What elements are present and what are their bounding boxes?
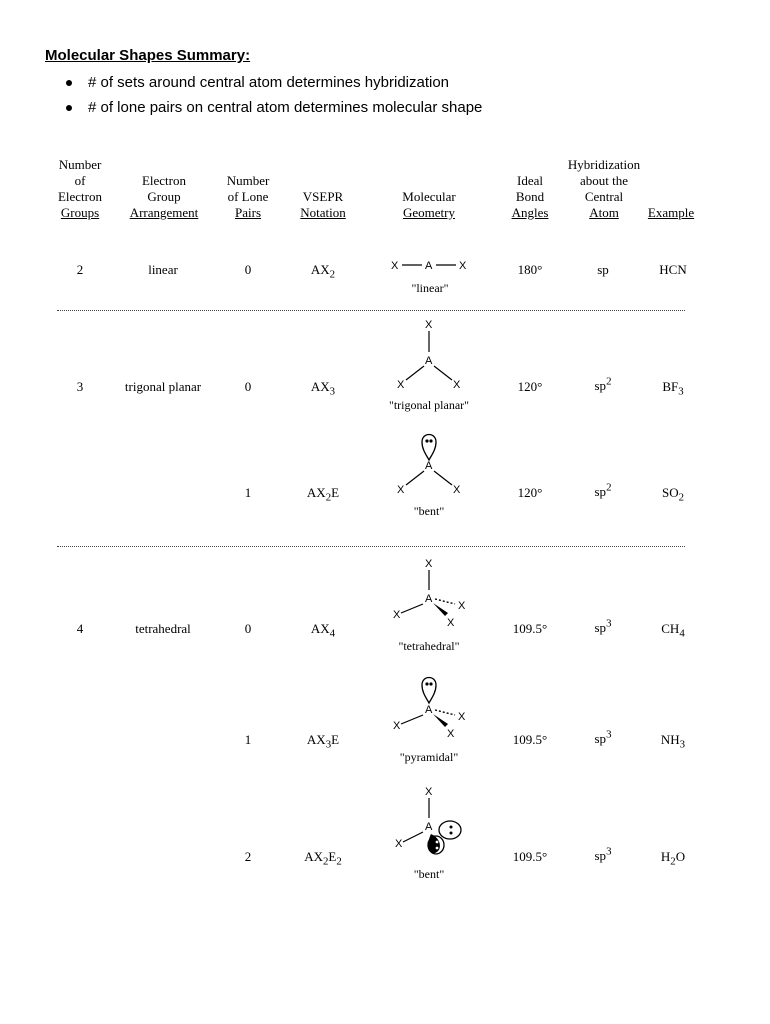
cell-arrangement: tetrahedral bbox=[135, 621, 191, 636]
bent-tetrahedral-geometry-diagram bbox=[375, 784, 485, 884]
ligand-atom-label: X bbox=[458, 711, 466, 723]
cell-lone-pairs: 1 bbox=[244, 485, 252, 500]
cell-vsepr bbox=[288, 485, 358, 504]
bullet-icon bbox=[66, 80, 72, 86]
bullet-list bbox=[66, 72, 482, 122]
central-atom-label: A bbox=[425, 460, 433, 472]
example-formula: $CH_4$ bbox=[661, 621, 685, 640]
vsepr-formula: $AX_3$ bbox=[310, 379, 336, 398]
geometry-caption: "trigonal planar" bbox=[388, 398, 470, 412]
cell-hybridization bbox=[578, 846, 628, 864]
cell-lone-pairs: 0 bbox=[244, 262, 252, 277]
geometry-caption: "linear" bbox=[411, 281, 449, 295]
cell-groups: 2 bbox=[76, 262, 84, 277]
vsepr-formula: $AX_4$ bbox=[310, 621, 336, 640]
bond-line bbox=[406, 471, 424, 485]
dashed-bond bbox=[435, 710, 455, 715]
cell-example bbox=[644, 621, 702, 640]
cell-vsepr bbox=[288, 732, 358, 751]
vsepr-formula: $AX_3E$ bbox=[306, 732, 340, 751]
ligand-atom-label: X bbox=[391, 260, 399, 272]
geometry-caption: "bent" bbox=[413, 504, 445, 518]
central-atom-label: A bbox=[425, 260, 433, 272]
geometry-caption: "pyramidal" bbox=[399, 750, 459, 764]
cell-vsepr bbox=[288, 621, 358, 640]
cell-example bbox=[644, 849, 702, 868]
hybridization-formula: $sp^2$ bbox=[594, 482, 612, 500]
cell-angle: 109.5° bbox=[512, 621, 548, 636]
cell-arrangement: trigonal planar bbox=[124, 379, 202, 394]
bond-line bbox=[434, 366, 452, 380]
ligand-atom-label: X bbox=[453, 484, 461, 496]
cell-arrangement: linear bbox=[148, 262, 178, 277]
dashed-bond bbox=[435, 599, 455, 604]
cell-lone-pairs: 0 bbox=[244, 621, 252, 636]
ligand-atom-label: X bbox=[425, 558, 433, 570]
bond-line bbox=[406, 366, 424, 380]
ligand-atom-label: X bbox=[393, 720, 401, 732]
hybridization-formula: $sp^3$ bbox=[594, 618, 612, 636]
header-hybridization: Hybridization about the Central Atom bbox=[567, 157, 641, 220]
example-formula: $NH_3$ bbox=[660, 732, 686, 751]
linear-geometry-diagram bbox=[385, 255, 475, 297]
page-title: Molecular Shapes Summary: bbox=[45, 47, 251, 64]
header-geometry: Molecular Geometry bbox=[402, 189, 456, 220]
cell-example bbox=[644, 485, 702, 504]
header-lone-pairs: Number of Lone Pairs bbox=[226, 173, 270, 220]
cell-lone-pairs: 1 bbox=[244, 732, 252, 747]
ligand-atom-label: X bbox=[447, 728, 455, 740]
ligand-atom-label: X bbox=[397, 484, 405, 496]
cell-hybridization bbox=[578, 729, 628, 747]
example-formula: $H_2O$ bbox=[660, 849, 686, 868]
hybridization-formula: $sp^3$ bbox=[594, 729, 612, 747]
hybridization-formula: $sp^2$ bbox=[594, 376, 612, 394]
ligand-atom-label: X bbox=[458, 600, 466, 612]
cell-vsepr bbox=[288, 849, 358, 868]
example-formula: HCN bbox=[659, 262, 687, 277]
ligand-atom-label: X bbox=[393, 609, 401, 621]
header-example: Example bbox=[647, 205, 695, 220]
example-formula: $SO_2$ bbox=[661, 485, 685, 504]
ligand-atom-label: X bbox=[395, 838, 403, 850]
bond-line bbox=[401, 715, 423, 724]
bullet-item: # of lone pairs on central atom determines molecular shape bbox=[66, 97, 482, 122]
central-atom-label: A bbox=[425, 821, 433, 833]
cell-hybridization bbox=[578, 376, 628, 394]
row-divider bbox=[57, 310, 685, 311]
cell-hybridization bbox=[578, 482, 628, 500]
tetrahedral-geometry-diagram bbox=[375, 556, 485, 658]
bond-line bbox=[403, 832, 423, 842]
cell-angle: 120° bbox=[517, 379, 543, 394]
cell-vsepr bbox=[288, 262, 358, 281]
ligand-atom-label: X bbox=[453, 379, 461, 391]
trigonal-planar-geometry-diagram bbox=[375, 317, 485, 417]
bent-trigonal-geometry-diagram bbox=[375, 430, 485, 522]
cell-hybridization: sp bbox=[597, 262, 609, 277]
cell-vsepr bbox=[288, 379, 358, 398]
ligand-atom-label: X bbox=[459, 260, 467, 272]
cell-angle: 120° bbox=[517, 485, 543, 500]
cell-angle: 109.5° bbox=[512, 849, 548, 864]
geometry-caption: "tetrahedral" bbox=[398, 639, 460, 653]
header-angles: Ideal Bond Angles bbox=[511, 173, 549, 220]
cell-hybridization bbox=[578, 618, 628, 636]
wedge-bond bbox=[433, 603, 448, 616]
central-atom-label: A bbox=[425, 704, 433, 716]
wedge-bond bbox=[433, 714, 448, 727]
vsepr-formula: $AX_2$ bbox=[310, 262, 336, 281]
central-atom-label: A bbox=[425, 355, 433, 367]
row-divider bbox=[57, 546, 685, 547]
central-atom-label: A bbox=[425, 593, 433, 605]
ligand-atom-label: X bbox=[425, 786, 433, 798]
vsepr-formula: $AX_2E$ bbox=[306, 485, 340, 504]
bond-line bbox=[401, 604, 423, 613]
cell-example bbox=[644, 379, 702, 398]
cell-lone-pairs: 2 bbox=[244, 849, 252, 864]
ligand-atom-label: X bbox=[425, 319, 433, 331]
ligand-atom-label: X bbox=[447, 617, 455, 629]
cell-groups: 3 bbox=[76, 379, 84, 394]
header-electron-groups: Number of Electron Groups bbox=[57, 157, 103, 220]
ligand-atom-label: X bbox=[397, 379, 405, 391]
cell-angle: 109.5° bbox=[512, 732, 548, 747]
header-vsepr: VSEPR Notation bbox=[300, 189, 346, 220]
cell-example bbox=[644, 262, 702, 278]
cell-angle: 180° bbox=[517, 262, 543, 277]
lone-pair-icon bbox=[422, 435, 436, 461]
bullet-item: # of sets around central atom determines hybridization bbox=[66, 72, 482, 97]
cell-example bbox=[644, 732, 702, 751]
lone-pair-icon bbox=[428, 834, 444, 854]
cell-lone-pairs: 0 bbox=[244, 379, 252, 394]
pyramidal-geometry-diagram bbox=[375, 673, 485, 769]
bond-line bbox=[434, 471, 452, 485]
lone-pair-icon bbox=[422, 678, 436, 704]
lone-pair-icon bbox=[439, 821, 461, 839]
geometry-caption: "bent" bbox=[413, 867, 445, 881]
vsepr-formula: $AX_2E_2$ bbox=[304, 849, 342, 868]
header-arrangement: Electron Group Arrangement bbox=[129, 173, 199, 220]
example-formula: $BF_3$ bbox=[662, 379, 684, 398]
cell-groups: 4 bbox=[76, 621, 84, 636]
hybridization-formula: $sp^3$ bbox=[594, 846, 612, 864]
bullet-icon bbox=[66, 105, 72, 111]
